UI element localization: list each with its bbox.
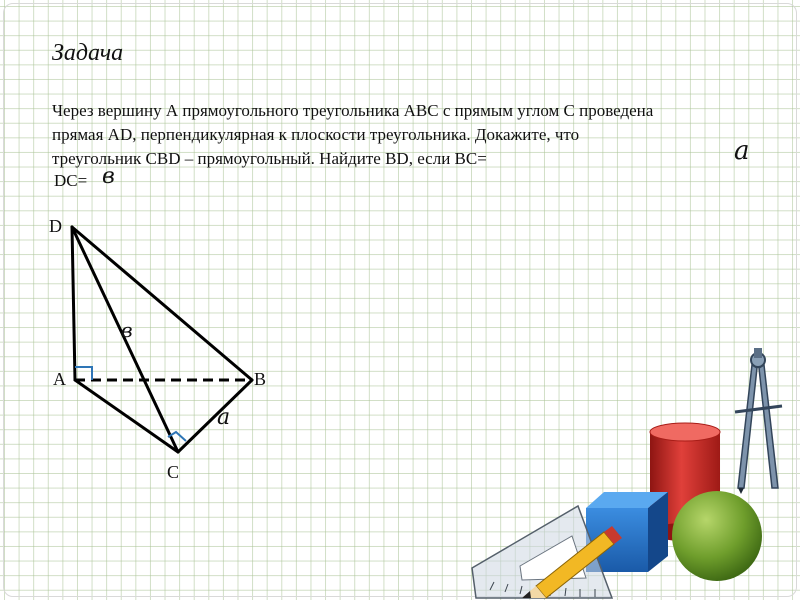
- point-label-b: B: [254, 369, 267, 389]
- problem-line-3: треугольник CBD – прямоугольный. Найдите BD, если BC=: [52, 149, 487, 168]
- sphere-icon: [672, 491, 762, 581]
- problem-line-1: Через вершину А прямоугольного треугольника АВС с прямым углом С проведена: [52, 101, 654, 120]
- problem-line-2: прямая AD, перпендикулярная к плоскости треугольника. Докажите, что: [52, 125, 580, 144]
- dc-value-variable: в: [102, 164, 115, 189]
- slide-title: Задача: [52, 40, 124, 66]
- point-label-a: A: [53, 369, 66, 389]
- problem-line-4: DC=: [54, 171, 88, 190]
- edge-label-cb: a: [217, 405, 231, 430]
- bc-value-variable: a: [734, 136, 750, 166]
- point-label-c: C: [167, 462, 180, 482]
- point-label-d: D: [49, 216, 62, 236]
- edge-label-dc: в: [121, 318, 133, 342]
- compass-icon: [735, 348, 782, 494]
